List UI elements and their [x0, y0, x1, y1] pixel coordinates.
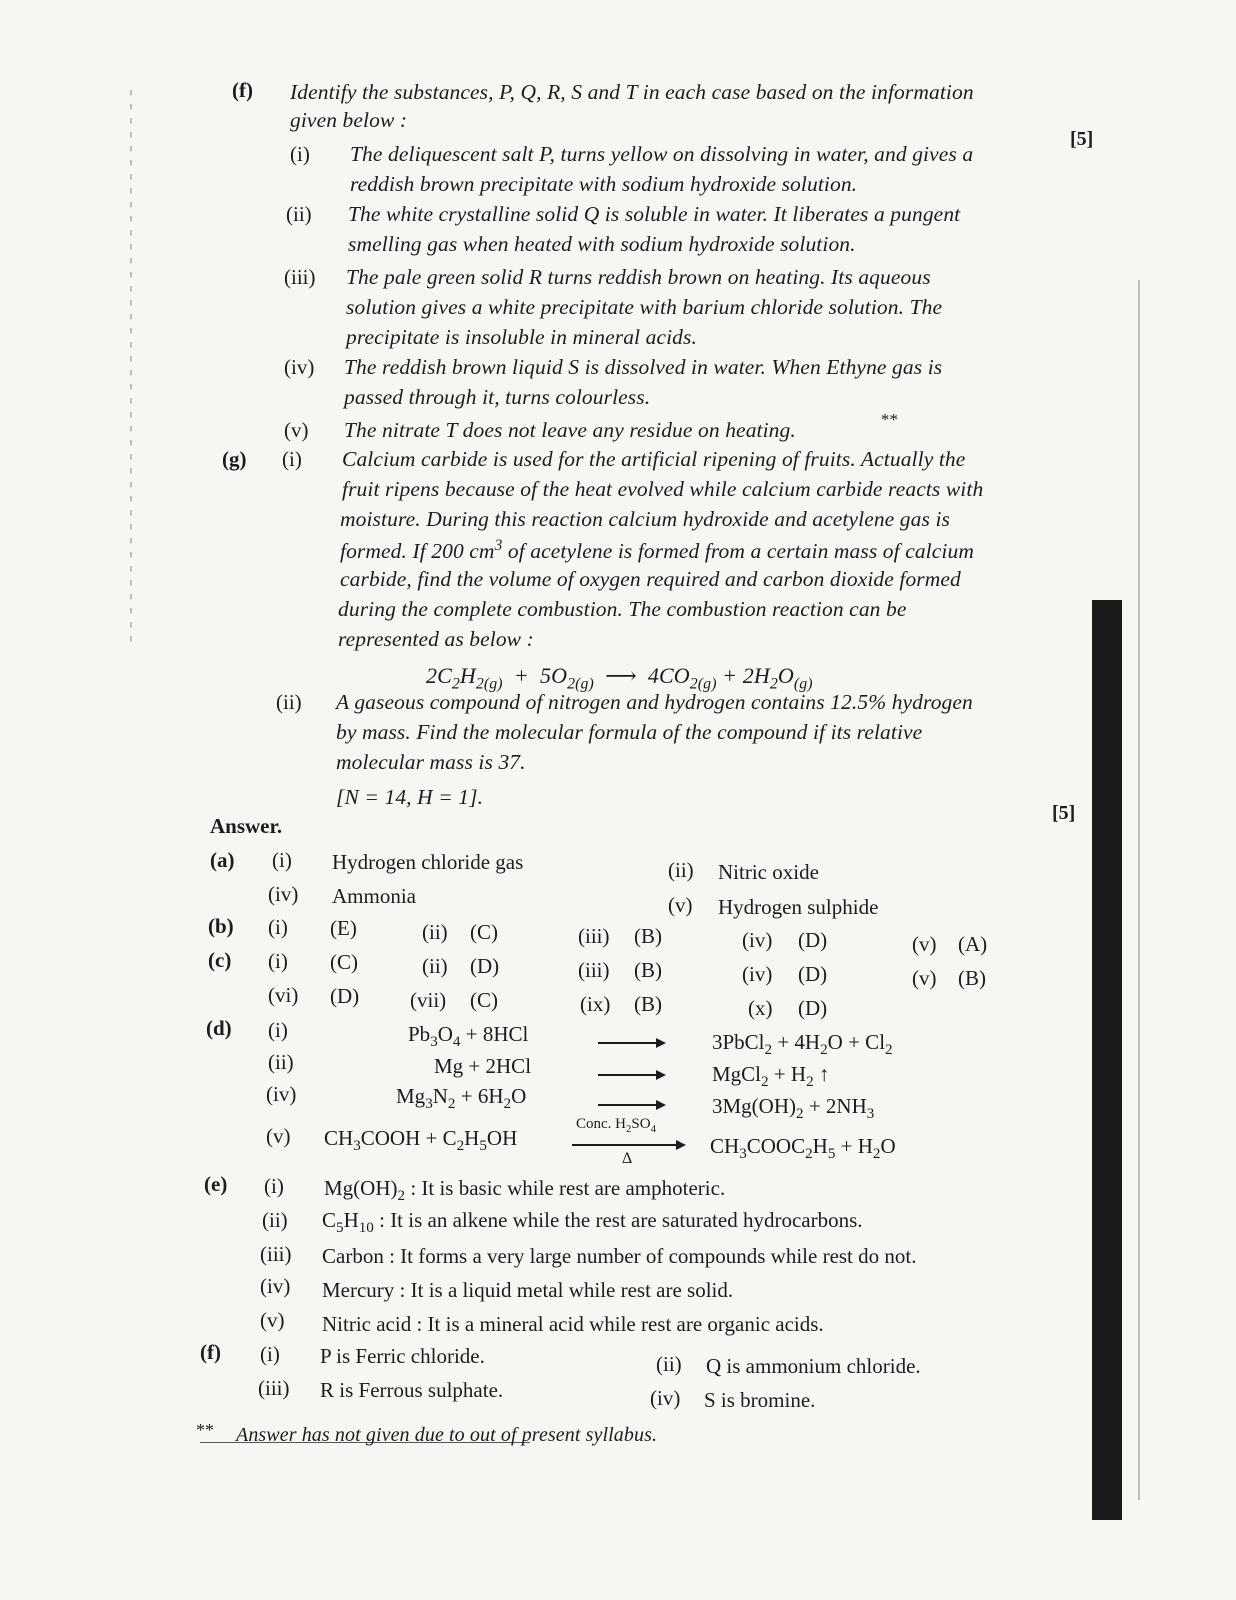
- item-text: represented as below :: [338, 627, 534, 651]
- answer-choice: (D): [330, 984, 360, 1008]
- answer-label: (c): [208, 948, 232, 972]
- answer-label: (f): [200, 1340, 221, 1364]
- item-text: A gaseous compound of nitrogen and hydrogen contains 12.5% hydrogen: [336, 690, 973, 714]
- answer-choice: (B): [634, 924, 662, 948]
- item-number: (v): [912, 966, 937, 990]
- item-text: carbide, find the volume of oxygen required and carbon dioxide formed: [340, 567, 961, 591]
- answer-choice: (C): [330, 950, 358, 974]
- item-text: during the complete combustion. The combustion reaction can be: [338, 597, 907, 621]
- scan-binding-shadow: [1092, 600, 1122, 1520]
- answer-text: Q is ammonium chloride.: [706, 1354, 921, 1378]
- item-number: (ii): [422, 920, 448, 944]
- footnote-text: Answer has not given due to out of present syllabus.: [236, 1424, 658, 1446]
- footnote-marker: **: [880, 410, 898, 429]
- answer-text: S is bromine.: [704, 1388, 816, 1412]
- item-text: formed. If 200 $cm^3$ of acetylene is formed from a certain mass of calcium: [340, 537, 974, 564]
- item-number: (ii): [262, 1208, 288, 1232]
- reaction-arrowhead: [676, 1140, 686, 1150]
- answer-choice: (C): [470, 988, 498, 1012]
- answer-text: Ammonia: [332, 884, 416, 908]
- answer-label: (e): [204, 1172, 228, 1196]
- item-number: (v): [260, 1308, 285, 1332]
- reaction-arrowhead: [656, 1100, 666, 1110]
- item-number: (iii): [258, 1376, 290, 1400]
- answer-choice: (D): [798, 928, 828, 952]
- item-number: (iv): [268, 882, 299, 906]
- item-number: (iv): [742, 962, 773, 986]
- question-intro: given below :: [290, 108, 408, 132]
- item-text: molecular mass is 37.: [336, 750, 526, 774]
- item-text: smelling gas when heated with sodium hydroxide solution.: [348, 232, 856, 256]
- combustion-equation: $2C_2H_{2(g)} + 5O_{2(g)}$ ⟶ $4CO_{2(g)} + 2H_2O_{(g)}$: [426, 663, 813, 693]
- item-number: (ii): [668, 858, 694, 882]
- item-number: (ii): [656, 1352, 682, 1376]
- item-number: (iv): [742, 928, 773, 952]
- reaction-condition: Conc. $H_2SO_4$: [576, 1116, 656, 1135]
- item-text: passed through it, turns colourless.: [344, 385, 651, 409]
- item-number: (iii): [578, 958, 610, 982]
- footnote-marker: **: [196, 1420, 214, 1440]
- answer-choice: (D): [798, 996, 828, 1020]
- answer-choice: (B): [958, 966, 986, 990]
- answer-choice: (D): [798, 962, 828, 986]
- item-number: (ii): [286, 202, 312, 226]
- item-text: by mass. Find the molecular formula of the compound if its relative: [336, 720, 923, 744]
- item-number: (iii): [578, 924, 610, 948]
- answer-label: (b): [208, 914, 234, 938]
- equation-lhs: $CH_3COOH + C_2H_5OH$: [324, 1126, 518, 1155]
- answer-text: P is Ferric chloride.: [320, 1344, 485, 1368]
- answer-heading: Answer.: [210, 814, 283, 838]
- item-number: (v): [266, 1124, 291, 1148]
- reaction-arrowhead: [656, 1070, 666, 1080]
- equation-rhs: $3Mg(OH)_2 + 2NH_3$: [712, 1094, 875, 1123]
- answer-text: Hydrogen chloride gas: [332, 850, 524, 874]
- item-number: (i): [290, 142, 310, 166]
- item-number: (ii): [276, 690, 302, 714]
- equation-rhs: 3PbCl$_2$ + $4H_2O + Cl_2$: [712, 1030, 893, 1059]
- equation-rhs: MgCl$_2$ + $H_2$ ↑: [712, 1062, 830, 1091]
- reaction-arrowhead: [656, 1038, 666, 1048]
- item-number: (vi): [268, 983, 299, 1007]
- reaction-arrow: [598, 1074, 656, 1076]
- question-intro: Identify the substances, P, Q, R, S and T in each case based on the information: [290, 80, 974, 104]
- answer-text: $C_5H_{10}$ : It is an alkene while the rest are saturated hydrocarbons.: [322, 1208, 863, 1237]
- heat-symbol: Δ: [622, 1150, 633, 1167]
- item-text: The nitrate T does not leave any residue on heating.: [344, 418, 796, 442]
- equation-lhs: $Pb_3O_4 + 8HCl$: [408, 1022, 529, 1051]
- item-number: (iv): [266, 1082, 297, 1106]
- scan-margin-dots: [130, 90, 132, 650]
- answer-text: Nitric oxide: [718, 860, 819, 884]
- reaction-arrow: [572, 1144, 678, 1146]
- item-text: solution gives a white precipitate with barium chloride solution. The: [346, 295, 943, 319]
- item-text: Calcium carbide is used for the artificial ripening of fruits. Actually the: [342, 447, 966, 471]
- item-number: (i): [260, 1342, 280, 1366]
- item-text: The pale green solid R turns reddish brown on heating. Its aqueous: [346, 265, 931, 289]
- item-number: (x): [748, 996, 773, 1020]
- item-number: (iii): [284, 265, 316, 289]
- item-number: (iv): [260, 1274, 291, 1298]
- item-number: (v): [284, 418, 309, 442]
- item-number: (vii): [410, 988, 447, 1012]
- item-number: (v): [668, 893, 693, 917]
- answer-choice: (B): [634, 992, 662, 1016]
- item-text: precipitate is insoluble in mineral acids.: [346, 325, 697, 349]
- item-number: (ii): [268, 1050, 294, 1074]
- answer-text: R is Ferrous sulphate.: [320, 1378, 504, 1402]
- answer-text: $Mg(OH)_2$ : It is basic while rest are amphoteric.: [324, 1176, 726, 1205]
- item-text: The deliquescent salt P, turns yellow on dissolving in water, and gives a: [350, 142, 974, 166]
- answer-text: Nitric acid : It is a mineral acid while rest are organic acids.: [322, 1312, 824, 1336]
- item-text: reddish brown precipitate with sodium hydroxide solution.: [350, 172, 858, 196]
- item-number: (i): [268, 949, 288, 973]
- answer-text: Carbon : It forms a very large number of compounds while rest do not.: [322, 1244, 917, 1268]
- answer-text: Mercury : It is a liquid metal while rest are solid.: [322, 1278, 734, 1302]
- page-edge-line: [1138, 280, 1140, 1500]
- item-number: (iv): [650, 1386, 681, 1410]
- item-number: (ix): [580, 992, 611, 1016]
- answer-text: Hydrogen sulphide: [718, 895, 879, 919]
- equation-lhs: $Mg_3N_2 + 6H_2O$: [396, 1084, 527, 1113]
- marks: [5]: [1052, 802, 1076, 824]
- item-text: fruit ripens because of the heat evolved while calcium carbide reacts with: [342, 477, 984, 501]
- item-number: (i): [268, 915, 288, 939]
- item-text: The reddish brown liquid S is dissolved in water. When Ethyne gas is: [344, 355, 943, 379]
- item-text: The white crystalline solid Q is soluble in water. It liberates a pungent: [348, 202, 961, 226]
- given-values: [N = 14, H = 1].: [336, 785, 484, 809]
- answer-choice: (B): [634, 958, 662, 982]
- equation-lhs: Mg + 2HCl: [434, 1054, 532, 1078]
- answer-label: (a): [210, 848, 235, 872]
- reaction-arrow: [598, 1042, 656, 1044]
- marks: [5]: [1070, 128, 1094, 150]
- item-number: (v): [912, 932, 937, 956]
- answer-choice: (E): [330, 916, 357, 940]
- reaction-arrow: [598, 1104, 656, 1106]
- item-text: moisture. During this reaction calcium hydroxide and acetylene gas is: [340, 507, 950, 531]
- item-number: (i): [272, 848, 292, 872]
- answer-choice: (D): [470, 954, 500, 978]
- answer-choice: (A): [958, 932, 988, 956]
- item-number: (i): [264, 1174, 284, 1198]
- item-number: (iv): [284, 355, 315, 379]
- item-number: (i): [282, 447, 302, 471]
- item-number: (i): [268, 1018, 288, 1042]
- answer-choice: (C): [470, 920, 498, 944]
- answer-label: (d): [206, 1016, 232, 1040]
- equation-rhs: $CH_3COOC_2H_5 + H_2O$: [710, 1134, 896, 1163]
- item-number: (iii): [260, 1242, 292, 1266]
- question-label: (g): [222, 447, 247, 471]
- question-label: (f): [232, 78, 253, 102]
- item-number: (ii): [422, 954, 448, 978]
